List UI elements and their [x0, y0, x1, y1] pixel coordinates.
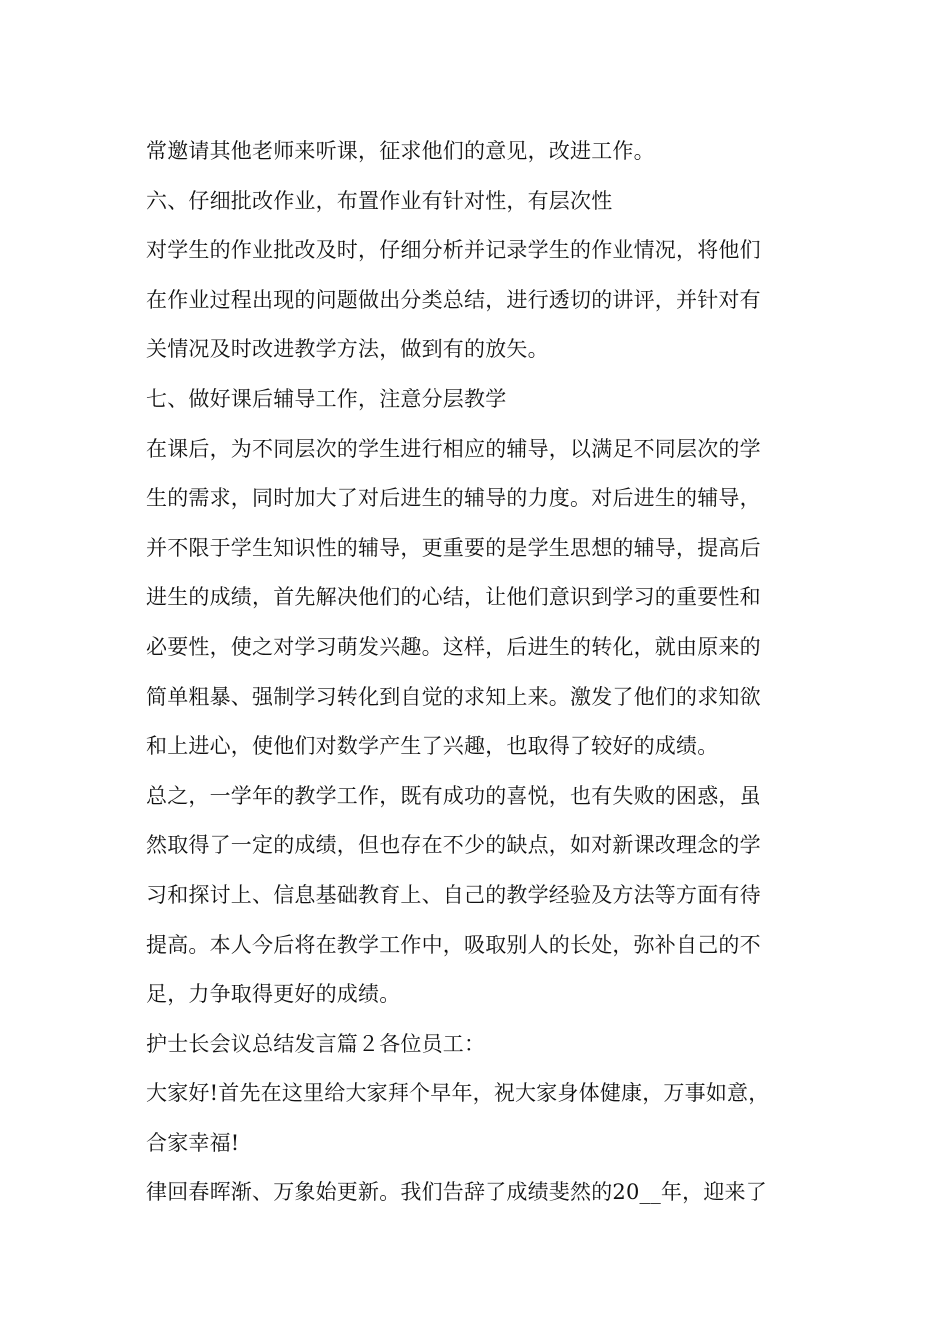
text-line: 在课后，为不同层次的学生进行相应的辅导，以满足不同层次的学: [146, 436, 761, 461]
article-title: 护士长会议总结发言篇２各位员工：: [146, 1031, 486, 1056]
text-line: 提高。本人今后将在教学工作中，吸取别人的长处，弥补自己的不: [146, 932, 761, 957]
text-line: 大家好!首先在这里给大家拜个早年，祝大家身体健康，万事如意，: [146, 1081, 770, 1106]
text-line: 习和探讨上、信息基础教育上、自己的教学经验及方法等方面有待: [146, 882, 761, 907]
text-line: 进生的成绩，首先解决他们的心结，让他们意识到学习的重要性和: [146, 585, 761, 610]
text-line: 总之，一学年的教学工作，既有成功的喜悦，也有失败的困惑，虽: [146, 783, 761, 808]
text-line: 足，力争取得更好的成绩。: [146, 982, 401, 1007]
text-line: 生的需求，同时加大了对后进生的辅导的力度。对后进生的辅导，: [146, 486, 761, 511]
text-line: 必要性，使之对学习萌发兴趣。这样，后进生的转化，就由原来的: [146, 634, 761, 659]
text-line: 常邀请其他老师来听课，征求他们的意见，改进工作。: [146, 139, 655, 163]
text-line: 关情况及时改进教学方法，做到有的放矢。: [146, 337, 549, 362]
section-heading: 七、做好课后辅导工作，注意分层教学: [146, 386, 507, 411]
text-line: 然取得了一定的成绩，但也存在不少的缺点，如对新课改理念的学: [146, 833, 761, 858]
text-line: 简单粗暴、强制学习转化到自觉的求知上来。激发了他们的求知欲: [146, 684, 761, 709]
text-line: 律回春晖渐、万象始更新。我们告辞了成绩斐然的20__年，迎来了: [146, 1180, 767, 1205]
text-line: 合家幸福!: [146, 1130, 240, 1155]
text-line: 和上进心，使他们对数学产生了兴趣，也取得了较好的成绩。: [146, 734, 719, 759]
text-line: 在作业过程出现的问题做出分类总结，进行透切的讲评，并针对有: [146, 287, 761, 312]
text-line: 对学生的作业批改及时，仔细分析并记录学生的作业情况，将他们: [146, 238, 761, 263]
section-heading: 六、仔细批改作业，布置作业有针对性，有层次性: [146, 188, 613, 213]
text-line: 并不限于学生知识性的辅导，更重要的是学生思想的辅导，提高后: [146, 535, 761, 560]
document-body: [146, 127, 818, 1218]
